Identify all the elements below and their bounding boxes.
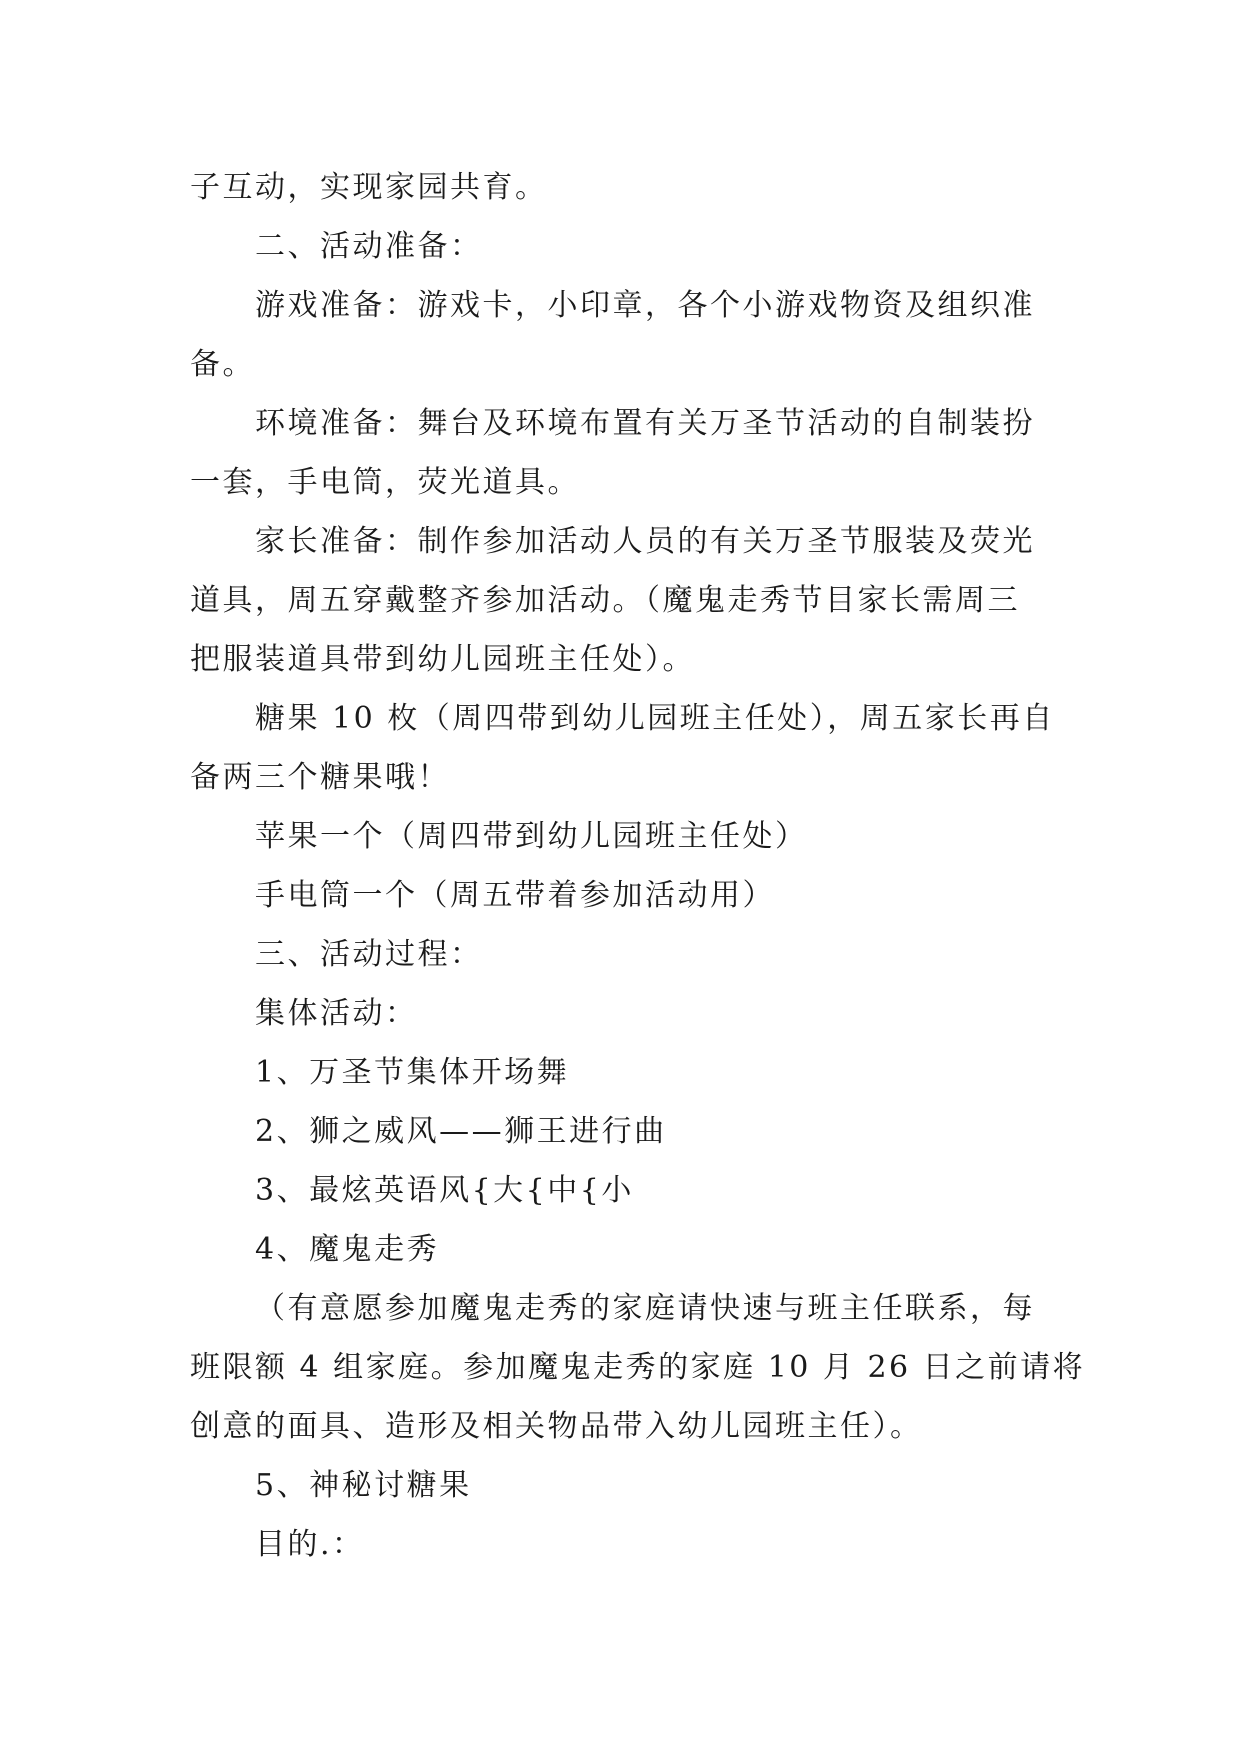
document-body bbox=[190, 158, 1086, 1574]
list-item-4: 4、魔鬼走秀 bbox=[255, 1232, 440, 1267]
text-line-game-prep: 游戏准备：游戏卡，小印章，各个小游戏物资及组织准 bbox=[255, 288, 1035, 323]
text-line-purpose: 目的.： bbox=[255, 1527, 365, 1562]
text-line-parent-prep: 家长准备：制作参加活动人员的有关万圣节服装及荧光 bbox=[255, 524, 1035, 559]
list-item-1: 1、万圣节集体开场舞 bbox=[255, 1055, 570, 1090]
text-line-note-cont-1: 班限额 4 组家庭。参加魔鬼走秀的家庭 10 月 26 日之前请将 bbox=[190, 1350, 1086, 1385]
text-line-candy-cont: 备两三个糖果哦！ bbox=[190, 760, 450, 795]
text-line-note: （有意愿参加魔鬼走秀的家庭请快速与班主任联系，每 bbox=[255, 1291, 1035, 1326]
list-item-5: 5、神秘讨糖果 bbox=[255, 1468, 472, 1503]
list-item-3: 3、最炫英语风{大{中{小 bbox=[255, 1173, 634, 1208]
text-line-environment-prep-cont: 一套，手电筒，荧光道具。 bbox=[190, 465, 580, 500]
text-line-group-activity: 集体活动： bbox=[255, 996, 418, 1031]
text-line-1: 子互动，实现家园共育。 bbox=[190, 170, 548, 205]
section-heading-preparation: 二、活动准备： bbox=[255, 229, 483, 264]
list-item-2: 2、狮之威风——狮王进行曲 bbox=[255, 1114, 667, 1149]
text-line-parent-prep-cont-1: 道具，周五穿戴整齐参加活动。（魔鬼走秀节目家长需周三 bbox=[190, 583, 1020, 618]
text-line-apple: 苹果一个（周四带到幼儿园班主任处） bbox=[255, 819, 808, 854]
text-line-environment-prep: 环境准备：舞台及环境布置有关万圣节活动的自制装扮 bbox=[255, 406, 1035, 441]
text-line-parent-prep-cont-2: 把服装道具带到幼儿园班主任处）。 bbox=[190, 642, 695, 677]
text-line-game-prep-cont: 备。 bbox=[190, 347, 255, 382]
text-line-flashlight: 手电筒一个（周五带着参加活动用） bbox=[255, 878, 775, 913]
text-line-note-cont-2: 创意的面具、造形及相关物品带入幼儿园班主任）。 bbox=[190, 1409, 923, 1444]
section-heading-process: 三、活动过程： bbox=[255, 937, 483, 972]
text-line-candy: 糖果 10 枚（周四带到幼儿园班主任处），周五家长再自 bbox=[255, 701, 1055, 736]
